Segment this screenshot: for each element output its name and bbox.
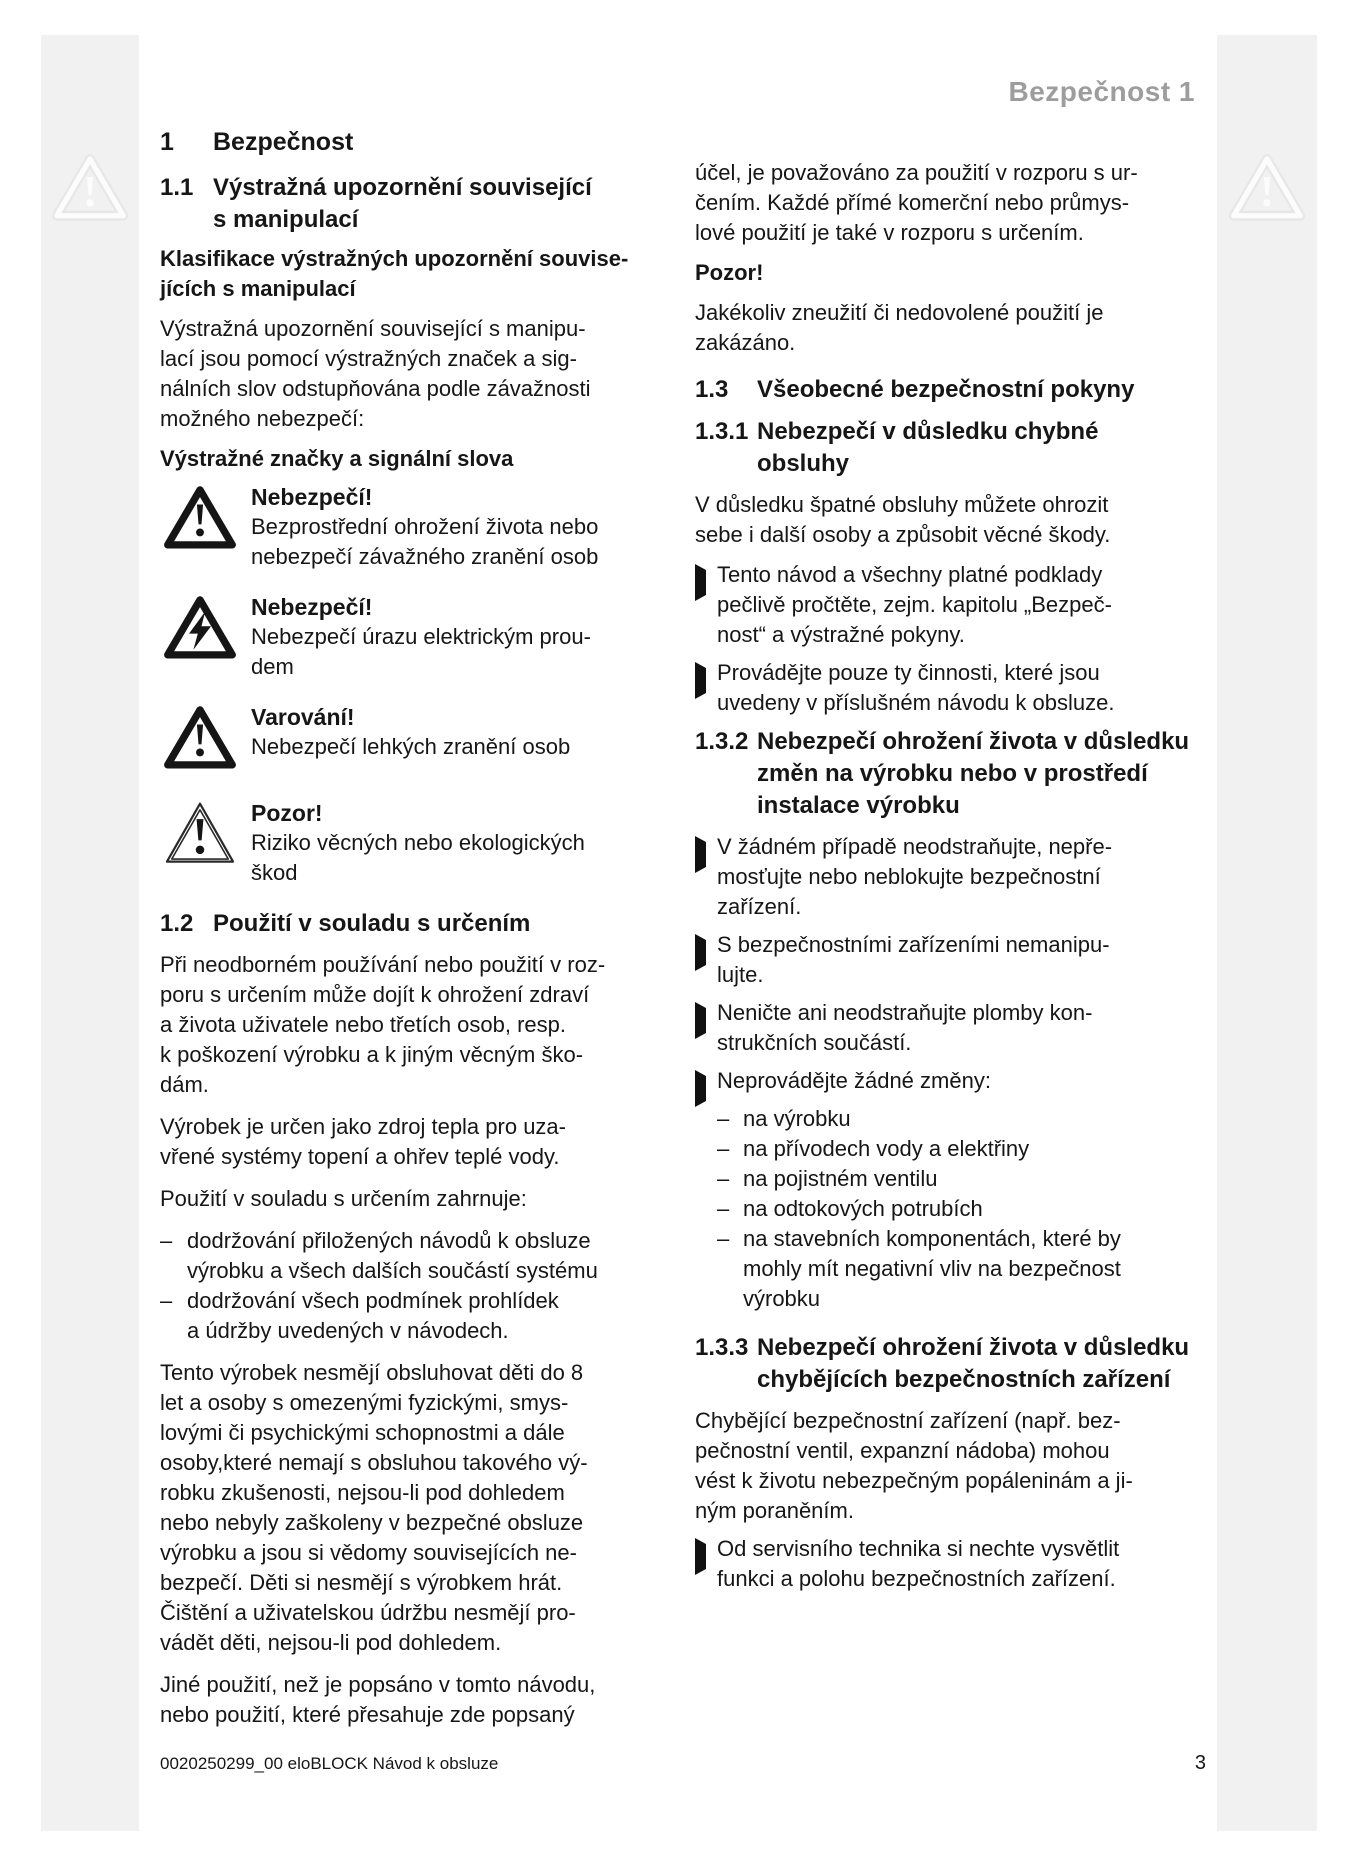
footer-page-number: 3 xyxy=(1194,1752,1206,1774)
bullet-item xyxy=(695,930,1205,990)
bullet-arrow-icon xyxy=(695,998,717,1058)
text-line: dem xyxy=(251,654,294,679)
text-line: Neprovádějte žádné změny: xyxy=(717,1068,991,1093)
section-title: Bezpečnost xyxy=(213,128,354,156)
left-column xyxy=(160,126,665,1742)
section-number: 1.3.3 xyxy=(695,1334,749,1361)
list-item-text xyxy=(743,1224,1205,1314)
dash-marker: – xyxy=(717,1106,730,1131)
text-line: čením. Každé přímé komerční nebo průmys- xyxy=(695,190,1130,215)
warning-text xyxy=(251,512,598,572)
text-line: Nebezpečí úrazu elektrickým prou- xyxy=(251,624,591,649)
danger-warning-icon xyxy=(163,484,237,572)
bullet-text xyxy=(717,832,1205,922)
text-line: Riziko věcných nebo ekologických xyxy=(251,830,585,855)
text-line: možného nebezpečí: xyxy=(160,406,365,431)
section-title xyxy=(757,726,1205,822)
text-line: instalace výrobku xyxy=(757,792,960,819)
bullet-text xyxy=(717,560,1205,650)
text-line: uvedeny v příslušném návodu k obsluze. xyxy=(717,690,1115,715)
text-line: výrobku a všech dalších součástí systému xyxy=(187,1258,598,1283)
section-number: 1 xyxy=(160,128,174,156)
warning-body xyxy=(251,702,570,778)
text-line: Nebezpečí lehkých zranění osob xyxy=(251,734,571,759)
text-line: chybějících bezpečnostních zařízení xyxy=(757,1366,1171,1393)
list-item-text xyxy=(743,1134,1205,1164)
text-line: Nebezpečí ohrožení života v důsledku xyxy=(757,1334,1190,1361)
section-heading-1-3 xyxy=(695,374,1205,406)
subheading-klasifikace xyxy=(160,244,665,304)
left-margin-strip xyxy=(41,35,139,1831)
list-item xyxy=(717,1134,1205,1164)
list-item xyxy=(160,1226,665,1286)
warning-title: Varování! xyxy=(251,704,355,730)
text-line: zařízení. xyxy=(717,894,802,919)
text-line: dodržování všech podmínek prohlídek xyxy=(187,1288,559,1313)
text-line: výrobku xyxy=(743,1286,821,1311)
nested-dash-list xyxy=(695,1104,1205,1314)
bullet-text xyxy=(717,998,1205,1058)
section-heading-1-2 xyxy=(160,908,665,940)
section-number: 1.3.1 xyxy=(695,418,749,445)
text-line: vřené systémy topení a ohřev teplé vody. xyxy=(160,1144,560,1169)
paragraph xyxy=(695,158,1205,248)
list-item-text xyxy=(743,1104,1205,1134)
text-line: sebe i další osoby a způsobit věcné škody. xyxy=(695,522,1111,547)
bullet-arrow-icon xyxy=(695,658,717,718)
text-line: jících s manipulací xyxy=(160,276,356,301)
text-line: lové použití je také v rozporu s určením. xyxy=(695,220,1084,245)
text-line: vést k životu nebezpečným popáleninám a ji- xyxy=(695,1468,1133,1493)
bullet-arrow-icon xyxy=(695,930,717,990)
right-column xyxy=(695,158,1205,1602)
text-line: zakázáno. xyxy=(695,330,796,355)
bullet-text xyxy=(717,1534,1205,1594)
right-margin-strip xyxy=(1217,35,1317,1831)
section-heading-1-3-2 xyxy=(695,726,1205,822)
paragraph xyxy=(160,1112,665,1172)
bullet-item xyxy=(695,832,1205,922)
paragraph xyxy=(695,490,1205,550)
list-item-text xyxy=(743,1164,1205,1194)
section-title: Všeobecné bezpečnostní pokyny xyxy=(757,376,1135,403)
bullet-item xyxy=(695,1534,1205,1594)
text-line: nost“ a výstražné pokyny. xyxy=(717,622,965,647)
warning-title: Nebezpečí! xyxy=(251,594,373,620)
text-line: Výrobek je určen jako zdroj tepla pro uza- xyxy=(160,1114,566,1139)
paragraph xyxy=(160,950,665,1100)
bullet-arrow-icon xyxy=(695,832,717,922)
warning-body xyxy=(251,798,585,888)
text-line: ným poraněním. xyxy=(695,1498,854,1523)
text-line: S bezpečnostními zařízeními nemanipu- xyxy=(717,932,1110,957)
section-title xyxy=(213,172,665,236)
paragraph xyxy=(160,314,665,434)
text-line: nebo použití, které přesahuje zde popsaný xyxy=(160,1702,575,1727)
text-line: na výrobku xyxy=(743,1106,851,1131)
text-line: Nebezpečí v důsledku chybné xyxy=(757,418,1099,445)
text-line: robku zkušenosti, nejsou-li pod dohledem xyxy=(160,1480,565,1505)
list-item xyxy=(717,1194,1205,1224)
warning-item-pozor xyxy=(160,798,665,888)
text-line: Čištění a uživatelskou údržbu nesmějí pro- xyxy=(160,1600,576,1625)
section-title xyxy=(757,1332,1205,1396)
warning-text xyxy=(251,622,591,682)
list-item-text xyxy=(187,1286,665,1346)
text-line: Tento návod a všechny platné podklady xyxy=(717,562,1103,587)
bullet-arrow-icon xyxy=(695,1534,717,1594)
electric-danger-icon xyxy=(163,594,237,682)
dash-marker: – xyxy=(160,1228,173,1253)
text-line: Výstražná upozornění související s manipu- xyxy=(160,316,586,341)
text-line: Při neodborném používání nebo použití v roz- xyxy=(160,952,606,977)
text-line: na odtokových potrubích xyxy=(743,1196,983,1221)
text-line: Klasifikace výstražných upozornění souvise- xyxy=(160,246,629,271)
text-line: lací jsou pomocí výstražných značek a sig- xyxy=(160,346,577,371)
text-line: obsluhy xyxy=(757,450,850,477)
text-line: Neničte ani neodstraňujte plomby kon- xyxy=(717,1000,1093,1025)
text-line: mosťujte nebo neblokujte bezpečnostní xyxy=(717,864,1101,889)
bullet-item xyxy=(695,998,1205,1058)
text-line: Chybějící bezpečnostní zařízení (např. bez- xyxy=(695,1408,1121,1433)
paragraph xyxy=(160,1184,665,1214)
list-item xyxy=(717,1224,1205,1314)
text-line: lujte. xyxy=(717,962,764,987)
section-number: 1.2 xyxy=(160,910,194,937)
section-heading-1-3-3 xyxy=(695,1332,1205,1396)
section-heading-1 xyxy=(160,126,665,158)
section-number: 1.1 xyxy=(160,174,194,201)
text-line: Bezprostřední ohrožení života nebo xyxy=(251,514,599,539)
warning-item-electric xyxy=(160,592,665,682)
text-line: změn na výrobku nebo v prostředí xyxy=(757,760,1148,787)
dash-marker: – xyxy=(160,1288,173,1313)
text-line: s manipulací xyxy=(213,206,359,233)
paragraph xyxy=(695,1406,1205,1526)
caution-icon xyxy=(163,800,237,888)
warning-icon xyxy=(163,704,237,778)
text-line: Použití v souladu s určením zahrnuje: xyxy=(160,1186,527,1211)
warning-item-danger xyxy=(160,482,665,572)
warning-text xyxy=(251,828,585,888)
text-line: na přívodech vody a elektřiny xyxy=(743,1136,1030,1161)
section-heading-1-3-1 xyxy=(695,416,1205,480)
text-line: výrobku a jsou si vědomy souvisejících ne- xyxy=(160,1540,577,1565)
text-line: účel, je považováno za použití v rozporu s ur- xyxy=(695,160,1138,185)
text-line: vádět děti, nejsou-li pod dohledem. xyxy=(160,1630,502,1655)
dash-marker: – xyxy=(717,1226,730,1251)
dash-marker: – xyxy=(717,1196,730,1221)
text-line: poru s určením může dojít k ohrožení zdraví xyxy=(160,982,590,1007)
list-item xyxy=(717,1104,1205,1134)
text-line: bezpečí. Děti si nesmějí s výrobkem hrát. xyxy=(160,1570,563,1595)
text-line: nebezpečí závažného zranění osob xyxy=(251,544,599,569)
section-title xyxy=(757,416,1205,480)
warning-body xyxy=(251,482,598,572)
subheading-signs: Výstražné značky a signální slova xyxy=(160,446,514,471)
bullet-item xyxy=(695,1066,1205,1104)
text-line: funkci a polohu bezpečnostních zařízení. xyxy=(717,1566,1116,1591)
paragraph xyxy=(160,1670,665,1730)
text-line: a údržby uvedených v návodech. xyxy=(187,1318,509,1343)
list-item-text xyxy=(187,1226,665,1286)
list-item xyxy=(160,1286,665,1346)
page-footer xyxy=(160,1752,1206,1775)
bullet-arrow-icon xyxy=(695,560,717,650)
text-line: na stavebních komponentách, které by xyxy=(743,1226,1121,1251)
text-line: Výstražná upozornění související xyxy=(213,174,592,201)
text-line: Od servisního technika si nechte vysvětlit xyxy=(717,1536,1120,1561)
dash-marker: – xyxy=(717,1166,730,1191)
text-line: Tento výrobek nesmějí obsluhovat děti do 8 xyxy=(160,1360,584,1385)
warning-title: Pozor! xyxy=(251,800,323,826)
text-line: škod xyxy=(251,860,298,885)
text-line: nálních slov odstupňována podle závažnosti xyxy=(160,376,591,401)
text-line: k poškození výrobku a k jiným věcným ško- xyxy=(160,1042,584,1067)
bullet-item xyxy=(695,560,1205,650)
text-line: lovými či psychickými schopnostmi a dále xyxy=(160,1420,565,1445)
bullet-text xyxy=(717,1066,1205,1104)
dash-marker: – xyxy=(717,1136,730,1161)
text-line: Nebezpečí ohrožení života v důsledku xyxy=(757,728,1190,755)
bullet-text xyxy=(717,930,1205,990)
section-number: 1.3.2 xyxy=(695,728,749,755)
text-line: Jiné použití, než je popsáno v tomto návodu, xyxy=(160,1672,596,1697)
paragraph xyxy=(160,1358,665,1658)
paragraph xyxy=(695,298,1205,358)
warning-text xyxy=(251,732,570,762)
text-line: V důsledku špatné obsluhy můžete ohrozit xyxy=(695,492,1109,517)
text-line: V žádném případě neodstraňujte, nepře- xyxy=(717,834,1113,859)
text-line: pečlivě pročtěte, zejm. kapitolu „Bezpeč- xyxy=(717,592,1112,617)
text-line: dám. xyxy=(160,1072,209,1097)
bullet-item xyxy=(695,658,1205,718)
section-title: Použití v souladu s určením xyxy=(213,910,531,937)
list-item xyxy=(717,1164,1205,1194)
text-line: Provádějte pouze ty činnosti, které jsou xyxy=(717,660,1100,685)
text-line: na pojistném ventilu xyxy=(743,1166,938,1191)
list-item-text xyxy=(743,1194,1205,1224)
section-heading-1-1 xyxy=(160,172,665,236)
text-line: pečnostní ventil, expanzní nádoba) mohou xyxy=(695,1438,1110,1463)
text-line: let a osoby s omezenými fyzickými, smys- xyxy=(160,1390,569,1415)
warning-title: Nebezpečí! xyxy=(251,484,373,510)
section-number: 1.3 xyxy=(695,376,729,403)
text-line: Jakékoliv zneužití či nedovolené použití je xyxy=(695,300,1104,325)
footer-document-id: 0020250299_00 eloBLOCK Návod k obsluze xyxy=(160,1754,499,1773)
bullet-text xyxy=(717,658,1205,718)
text-line: a života uživatele nebo třetích osob, resp. xyxy=(160,1012,567,1037)
running-header-title: Bezpečnost 1 xyxy=(1008,76,1195,107)
bullet-arrow-icon xyxy=(695,1066,717,1104)
text-line: nebo nebyly zaškoleny v bezpečné obsluze xyxy=(160,1510,584,1535)
warning-item-varovani xyxy=(160,702,665,778)
subheading-pozor: Pozor! xyxy=(695,260,764,285)
text-line: dodržování přiložených návodů k obsluze xyxy=(187,1228,591,1253)
text-line: osoby,které nemají s obsluhou takového vý- xyxy=(160,1450,588,1475)
text-line: mohly mít negativní vliv na bezpečnost xyxy=(743,1256,1121,1281)
text-line: strukčních součástí. xyxy=(717,1030,912,1055)
warning-body xyxy=(251,592,591,682)
dash-list xyxy=(160,1226,665,1346)
